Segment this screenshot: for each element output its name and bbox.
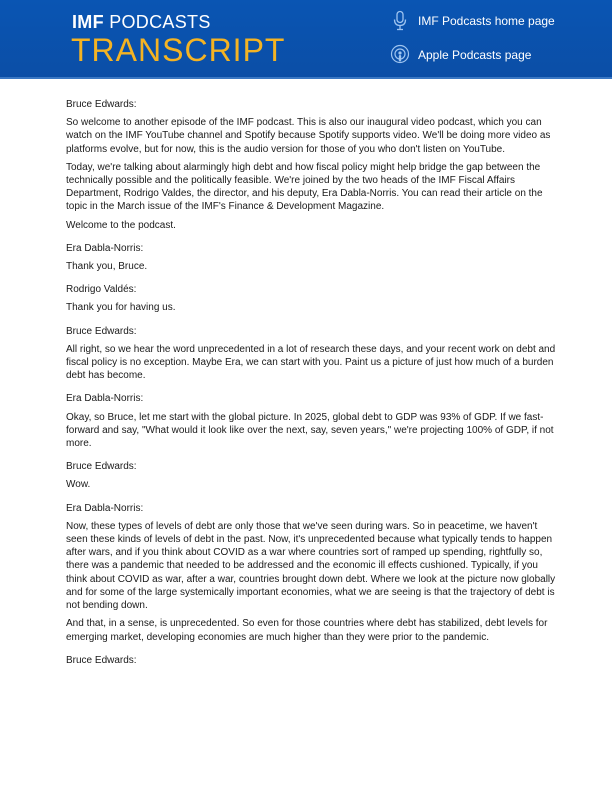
transcript-turn [66,502,558,644]
transcript-paragraph: And that, in a sense, is unprecedented. So even for those countries where debt has stabilized, debt levels for emerging market, developing economies are much higher than they were prior to the pandemic. [66,618,548,643]
transcript-paragraph: Thank you for having us. [66,302,176,314]
apple-podcasts-label[interactable]: Apple Podcasts page [418,48,532,62]
transcript-body [66,98,558,677]
transcript-title: TRANSCRIPT [71,32,286,68]
imf-podcasts-home-label[interactable]: IMF Podcasts home page [418,14,555,28]
speaker-name: Bruce Edwards: [66,461,137,473]
transcript-turn [66,460,558,491]
transcript-paragraph: Okay, so Bruce, let me start with the global picture. In 2025, global debt to GDP was 93% of GDP. If we fast-forward and say, "What would it look like over the next, say, seven years," we're projecting 100% of GDP, if not more. [66,411,554,450]
podcast-icon [390,44,410,66]
transcript-paragraph: Wow. [66,479,91,491]
speaker-name: Era Dabla-Norris: [66,393,144,405]
transcript-paragraph: Welcome to the podcast. [66,219,176,231]
transcript-turn [66,242,558,273]
transcript-turn [66,283,558,314]
transcript-turn [66,325,558,383]
header-banner [0,0,612,79]
transcript-paragraph: So welcome to another episode of the IMF podcast. This is also our inaugural video podcast, which you can watch on the IMF YouTube channel and Spotify because Spotify supports video. We'll be doing more video as platforms evolve, but for now, this is the audio version for those of you who don't listen on YouTube. [66,117,551,155]
microphone-icon [390,10,410,32]
speaker-name: Era Dabla-Norris: [66,502,144,514]
transcript-turn [66,392,558,450]
brand-bold: IMF [72,12,104,32]
speaker-name: Rodrigo Valdés: [66,284,137,296]
speaker-name: Bruce Edwards: [66,99,137,110]
speaker-name: Era Dabla-Norris: [66,242,144,254]
transcript-turn [66,654,558,667]
imf-podcasts-home-link[interactable] [390,10,555,32]
brand-thin: PODCASTS [109,12,211,32]
speaker-name: Bruce Edwards: [66,654,137,666]
transcript-paragraph: Thank you, Bruce. [66,261,148,273]
apple-podcasts-link[interactable] [390,44,531,66]
transcript-paragraph: Today, we're talking about alarmingly high debt and how fiscal policy might help bridge the gap between the technically possible and the politically feasible. We're joined by the two heads of the IMF Fiscal Affairs Department, Rodrigo Valdes, the director, and his deputy, Era Dabla-Norris. You can read their article on the topic in the March issue of the IMF's Finance & Development Magazine. [66,161,543,213]
brand-title [72,12,211,32]
speaker-name: Bruce Edwards: [66,325,137,337]
transcript-paragraph: Now, these types of levels of debt are only those that we've seen during wars. So in peacetime, we haven't seen these kinds of levels of debt in the past. Now, it's unprecedented because what typically tends to happen after wars, and if you think about COVID as a war where countries sort of ramped up spending, rightfully so, there was a pandemic that needed to be addressed and the economic ill effects cushioned. Typically, if you think about COVID as war, after a war, countries brought down debt. Where we look at the picture now globally and for some of the large systemically important economies, what we are seeing is that the trajectory of debt is not bending down. [66,520,556,612]
transcript-turn [66,98,558,232]
transcript-paragraph: All right, so we hear the word unprecedented in a lot of research these days, and your recent work on debt and fiscal policy is no exception. Maybe Era, we can start with you. Paint us a picture of just how much of a burden debt has become. [66,343,556,382]
